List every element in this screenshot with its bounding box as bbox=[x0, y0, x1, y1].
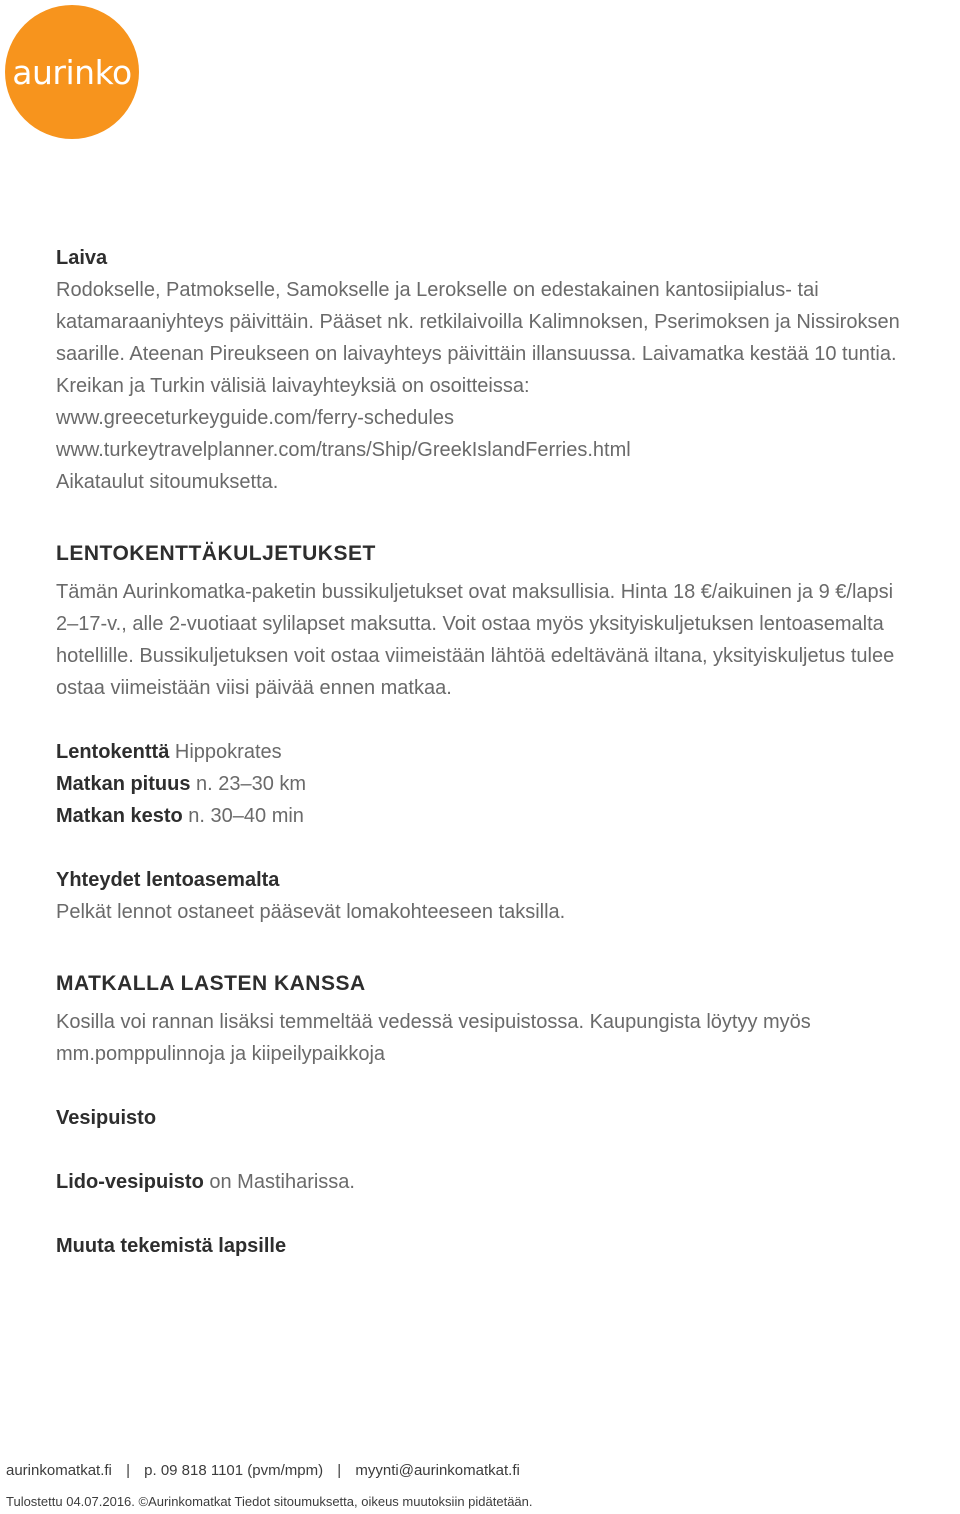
footer-separator: | bbox=[337, 1462, 342, 1479]
footer-email-link[interactable]: myynti@aurinkomatkat.fi bbox=[355, 1462, 520, 1479]
kids-paragraph bbox=[56, 1006, 956, 1070]
ferry-link-turkeytravelplanner[interactable]: www.turkeytravelplanner.com/trans/Ship/GreekIslandFerries.html bbox=[56, 439, 631, 461]
airport-label: Lentokenttä bbox=[56, 741, 170, 763]
kids-line: mm.pomppulinnoja ja kiipeilypaikkoja bbox=[56, 1043, 386, 1065]
main-content bbox=[56, 242, 956, 1262]
transfers-line: hotellille. Bussikuljetuksen voit ostaa viimeistään lähtöä edeltävänä iltana, yksityiskuljetus tulee bbox=[56, 645, 895, 667]
connections-heading: Yhteydet lentoasemalta bbox=[56, 869, 280, 891]
ferry-line: katamaraaniyhteys päivittäin. Pääset nk. retkilaivoilla Kalimnoksen, Pserimoksen ja Nissiroksen bbox=[56, 311, 900, 333]
waterpark-heading: Vesipuisto bbox=[56, 1107, 157, 1129]
connections-text: Pelkät lennot ostaneet pääsevät lomakohteeseen taksilla. bbox=[56, 901, 566, 923]
lido-label: Lido-vesipuisto bbox=[56, 1171, 204, 1193]
other-activities-heading: Muuta tekemistä lapsille bbox=[56, 1235, 287, 1257]
transfers-paragraph bbox=[56, 576, 956, 704]
transfers-line: ostaa viimeistään viisi päivää ennen matkaa. bbox=[56, 677, 452, 699]
ferry-section bbox=[56, 242, 956, 498]
ferry-line: Rodokselle, Patmokselle, Samokselle ja Lerokselle on edestakainen kantosiipialus- tai bbox=[56, 279, 819, 301]
duration-label: Matkan kesto bbox=[56, 805, 183, 827]
ferry-line: saarille. Ateenan Pireukseen on laivayhteys päivittäin illansuussa. Laivamatka kestää 10 tuntia. bbox=[56, 343, 897, 365]
duration-value: n. 30–40 min bbox=[188, 805, 304, 827]
lido-row bbox=[56, 1166, 956, 1198]
transfers-line: Tämän Aurinkomatka-paketin bussikuljetukset ovat maksullisia. Hinta 18 €/aikuinen ja 9 €/lapsi bbox=[56, 581, 894, 603]
aurinko-logo[interactable] bbox=[5, 5, 139, 139]
ferry-paragraph bbox=[56, 274, 956, 402]
distance-label: Matkan pituus bbox=[56, 773, 191, 795]
kids-line: Kosilla voi rannan lisäksi temmeltää vedessä vesipuistossa. Kaupungista löytyy myös bbox=[56, 1011, 811, 1033]
distance-value: n. 23–30 km bbox=[196, 773, 307, 795]
distance-row bbox=[56, 768, 956, 800]
ferry-note: Aikataulut sitoumuksetta. bbox=[56, 471, 279, 493]
footer-printed-note: Tulostettu 04.07.2016. ©Aurinkomatkat Tiedot sitoumuksetta, oikeus muutoksiin pidätetään. bbox=[6, 1494, 533, 1509]
transfers-heading: LENTOKENTTÄKULJETUKSET bbox=[56, 542, 376, 565]
transfers-section bbox=[56, 538, 956, 928]
ferry-line: Kreikan ja Turkin välisiä laivayhteyksiä on osoitteissa: bbox=[56, 375, 530, 397]
lido-text: on Mastiharissa. bbox=[209, 1171, 355, 1193]
footer-website-link[interactable]: aurinkomatkat.fi bbox=[6, 1462, 112, 1479]
footer-contact bbox=[6, 1462, 520, 1479]
footer-phone: p. 09 818 1101 (pvm/mpm) bbox=[144, 1462, 324, 1479]
kids-heading: MATKALLA LASTEN KANSSA bbox=[56, 972, 366, 995]
transfers-line: 2–17-v., alle 2-vuotiaat sylilapset maksutta. Voit ostaa myös yksityiskuljetuksen lentoasemalta bbox=[56, 613, 884, 635]
duration-row bbox=[56, 800, 956, 832]
airport-value: Hippokrates bbox=[174, 741, 282, 763]
footer-separator: | bbox=[126, 1462, 130, 1479]
ferry-link-greeceturkeyguide[interactable]: www.greeceturkeyguide.com/ferry-schedules bbox=[56, 407, 454, 429]
logo-text: aurinko bbox=[12, 52, 132, 92]
kids-section bbox=[56, 968, 956, 1262]
ferry-heading: Laiva bbox=[56, 247, 108, 269]
airport-row bbox=[56, 736, 956, 768]
